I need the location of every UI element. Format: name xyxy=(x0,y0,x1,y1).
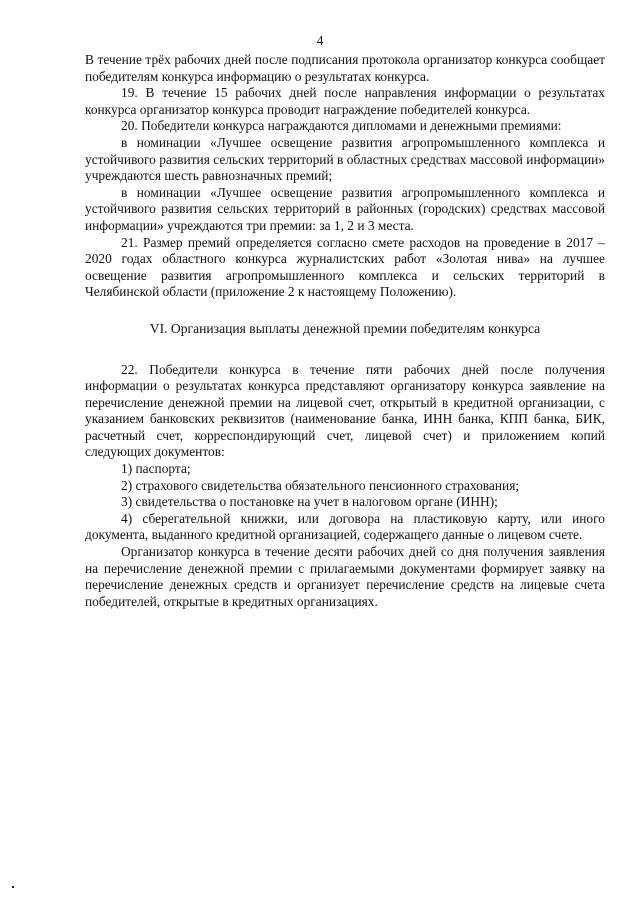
paragraph-20: 20. Победители конкурса награждаются дипломами и денежными премиями: xyxy=(121,118,562,134)
list-item: 2) страхового свидетельства обязательного пенсионного страхования; xyxy=(121,477,520,493)
list-item: 3) свидетельства о постановке на учет в налоговом органе (ИНН); xyxy=(121,494,498,510)
list-item: 4) сберегательной книжки, или договора на пластиковую карту, или иного документа, выданного кредитной организацией, содержащего данные о лицевом счете. xyxy=(85,510,605,543)
page-number: 4 xyxy=(316,34,324,49)
document-body xyxy=(85,52,605,610)
list-item: 1) паспорта; xyxy=(121,461,191,477)
paragraph-22: 22. Победители конкурса в течение пяти рабочих дней после получения информации о результатах конкурса представляют организатору конкурса заявление на перечисление денежной премии на лицевой счет, открытый в кредитной организации, с указанием банковских реквизитов (наименование банка, ИНН банка, КПП банка, БИК, расчетный счет, корреспондирующий счет, лицевой счет) и приложением копий следующих документов: xyxy=(85,361,605,460)
section-heading: VI. Организация выплаты денежной премии победителям конкурса xyxy=(149,320,541,336)
paragraph-21: 21. Размер премий определяется согласно смете расходов на проведение в 2017 – 2020 годах областного конкурса журналистских работ «Золотая нива» на лучшее освещение развития агропромышленного комплекса и сельских территорий в Челябинской области (приложение 2 к настоящему Положению). xyxy=(85,234,605,300)
documents-list xyxy=(85,461,605,544)
paragraph-20-nomination-regional: в номинации «Лучшее освещение развития агропромышленного комплекса и устойчивого развития сельских территорий в областных средствах массовой информации» учреждаются шесть равнозначных премий; xyxy=(85,134,605,184)
scan-speck xyxy=(12,886,14,888)
paragraph-closing: Организатор конкурса в течение десяти рабочих дней со дня получения заявления на перечисление денежной премии с прилагаемыми документами формирует заявку на перечисление денежных средств и организует перечисление средств на лицевые счета победителей, открытые в кредитных организациях. xyxy=(85,544,605,609)
paragraph-intro: В течение трёх рабочих дней после подписания протокола организатор конкурса сообщает победителям конкурса информацию о результатах конкурса. xyxy=(85,52,605,84)
paragraph-20-nomination-district: в номинации «Лучшее освещение развития агропромышленного комплекса и устойчивого развития сельских территорий в районных (городских) средствах массовой информации» учреждаются три премии: за 1, 2 и 3 места. xyxy=(85,184,605,233)
paragraph-19: 19. В течение 15 рабочих дней после направления информации о результатах конкурса организатор конкурса проводит награждение победителей конкурса. xyxy=(85,85,605,117)
